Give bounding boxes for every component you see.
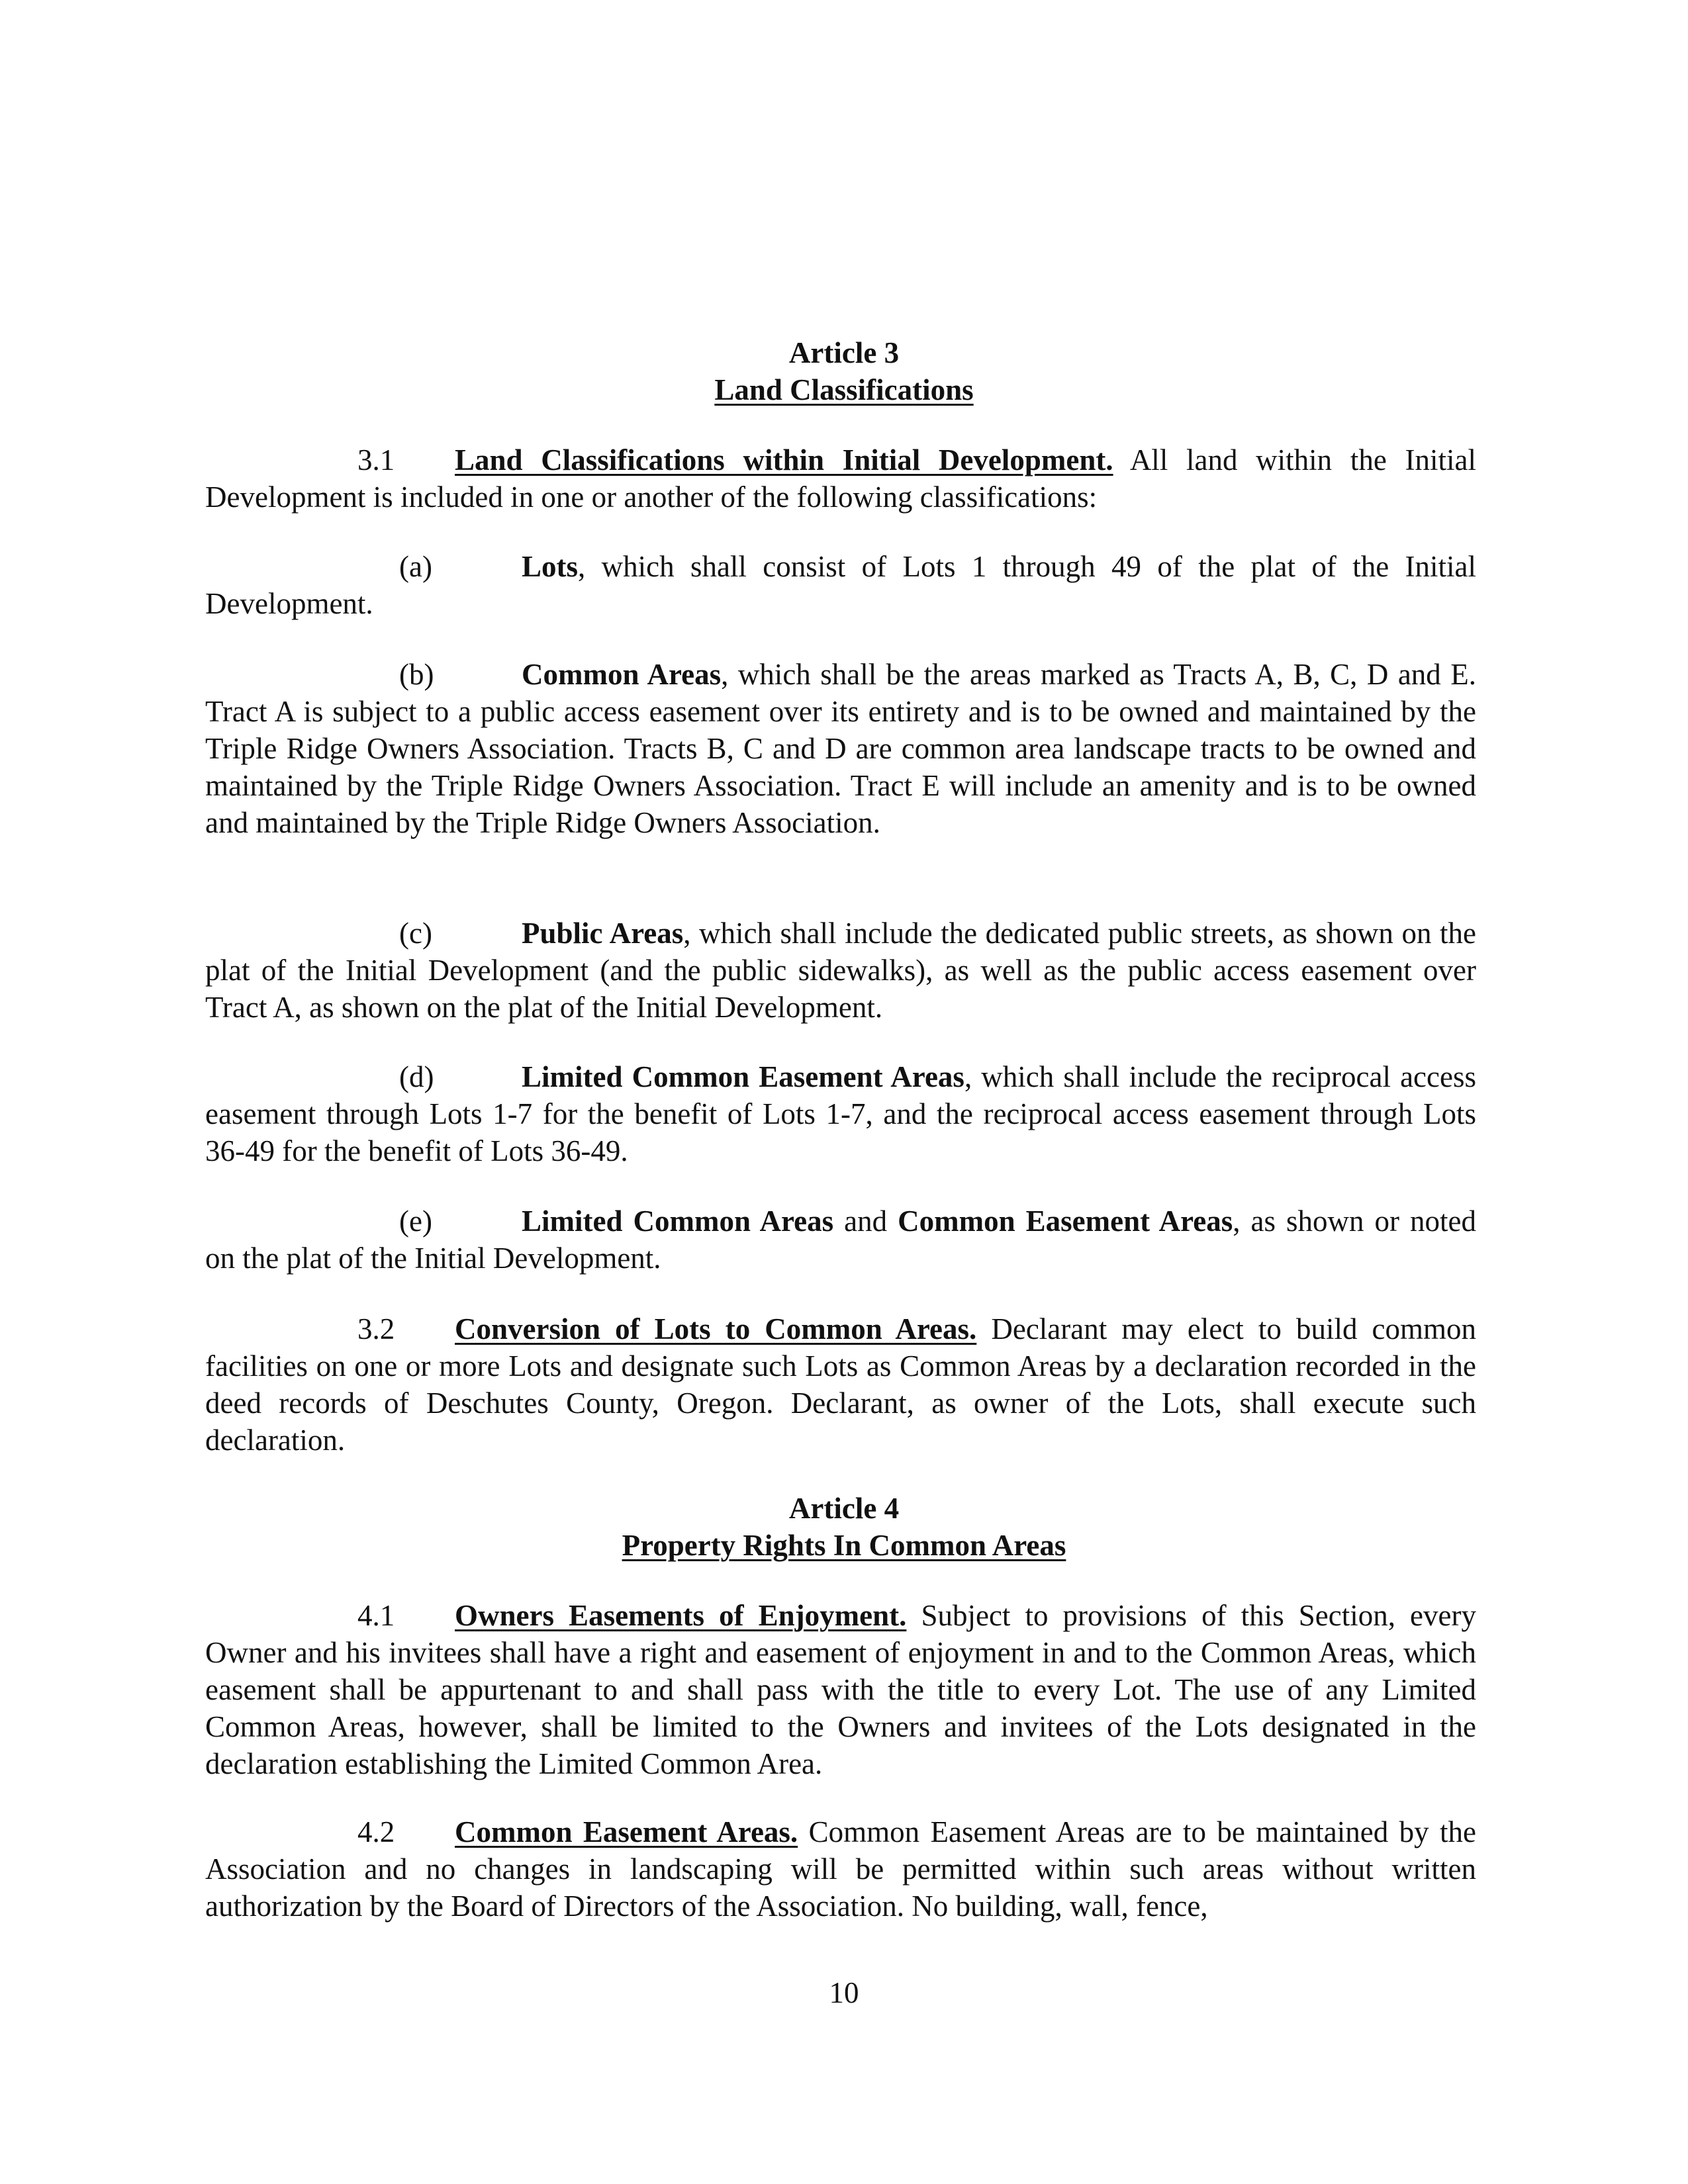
section-3-1-text: All land within the Initial Development is included in one or another of the following classifications: bbox=[205, 443, 1476, 514]
section-3-1-d bbox=[205, 1058, 1476, 1169]
section-3-2-heading: Conversion of Lots to Common Areas. bbox=[455, 1312, 977, 1345]
section-3-1-c-text: , which shall include the dedicated public streets, as shown on the plat of the Initial Development (and the public sidewalks), as well as the public access easement over Tract A, as shown on the plat of the Initial Development. bbox=[205, 917, 1476, 1024]
section-3-1-a-label: (a) bbox=[399, 550, 432, 583]
article-4-subtitle: Property Rights In Common Areas bbox=[622, 1529, 1066, 1562]
section-3-1-b-text: , which shall be the areas marked as Tracts A, B, C, D and E. Tract A is subject to a public access easement over its entirety and is to be owned and maintained by the Triple Ridge Owners Association. Tracts B, C and D are common area landscape tracts to be owned and maintained by the Triple Ridge Owners Association. Tract E will include an amenity and is to be owned and maintained by the Triple Ridge Owners Association. bbox=[205, 658, 1476, 839]
section-3-1-a-text: , which shall consist of Lots 1 through 49 of the plat of the Initial Development. bbox=[205, 550, 1476, 620]
section-3-1-d-label: (d) bbox=[399, 1060, 434, 1093]
section-3-1-d-term: Limited Common Easement Areas bbox=[522, 1060, 964, 1093]
section-3-1-e-mid: and bbox=[833, 1205, 898, 1238]
article-3-title: Article 3 bbox=[788, 336, 900, 369]
section-4-2-heading: Common Easement Areas. bbox=[455, 1815, 798, 1848]
section-3-2 bbox=[205, 1310, 1476, 1459]
section-4-1-heading: Owners Easements of Enjoyment. bbox=[455, 1599, 907, 1632]
section-4-2 bbox=[205, 1813, 1476, 1925]
section-3-1-heading: Land Classifications within Initial Development. bbox=[455, 443, 1113, 477]
section-3-1-d-text: , which shall include the reciprocal access easement through Lots 1-7 for the benefit of Lots 1-7, and the reciprocal access easement through Lots 36-49 for the benefit of Lots 36-49. bbox=[205, 1060, 1476, 1167]
section-3-1-c-term: Public Areas bbox=[522, 917, 684, 950]
section-3-1-e bbox=[205, 1203, 1476, 1277]
page-number: 10 bbox=[829, 1976, 859, 2009]
article-4-title: Article 4 bbox=[788, 1492, 900, 1525]
section-4-1 bbox=[205, 1597, 1476, 1782]
article-4-heading bbox=[0, 1490, 1688, 1564]
section-4-2-text: Common Easement Areas are to be maintained by the Association and no changes in landscaping will be permitted within such areas without written authorization by the Board of Directors of the Association. No building, wall, fence, bbox=[205, 1815, 1476, 1923]
section-4-2-number: 4.2 bbox=[357, 1815, 395, 1848]
section-3-1 bbox=[205, 441, 1476, 516]
section-3-1-e-term-1: Limited Common Areas bbox=[522, 1205, 834, 1238]
article-3-heading bbox=[0, 334, 1688, 408]
section-3-1-b-term: Common Areas bbox=[522, 658, 722, 691]
section-3-1-e-term-2: Common Easement Areas bbox=[898, 1205, 1233, 1238]
section-4-1-number: 4.1 bbox=[357, 1599, 395, 1632]
section-3-1-b bbox=[205, 656, 1476, 841]
section-3-1-b-label: (b) bbox=[399, 658, 434, 691]
section-3-1-c-label: (c) bbox=[399, 917, 432, 950]
section-3-1-number: 3.1 bbox=[357, 443, 395, 477]
section-3-1-c bbox=[205, 915, 1476, 1026]
section-3-1-e-text: , as shown or noted on the plat of the Initial Development. bbox=[205, 1205, 1476, 1275]
article-3-subtitle: Land Classifications bbox=[714, 373, 974, 406]
section-3-1-a-term: Lots bbox=[522, 550, 579, 583]
section-3-2-number: 3.2 bbox=[357, 1312, 395, 1345]
section-3-1-a bbox=[205, 548, 1476, 622]
section-3-2-text: Declarant may elect to build common facilities on one or more Lots and designate such Lots as Common Areas by a declaration recorded in the deed records of Deschutes County, Oregon. Declarant, as owner of the Lots, shall execute such declaration. bbox=[205, 1312, 1476, 1457]
section-4-1-text: Subject to provisions of this Section, every Owner and his invitees shall have a right and easement of enjoyment in and to the Common Areas, which easement shall be appurtenant to and shall pass with the title to every Lot. The use of any Limited Common Areas, however, shall be limited to the Owners and invitees of the Lots designated in the declaration establishing the Limited Common Area. bbox=[205, 1599, 1476, 1780]
section-3-1-e-label: (e) bbox=[399, 1205, 432, 1238]
